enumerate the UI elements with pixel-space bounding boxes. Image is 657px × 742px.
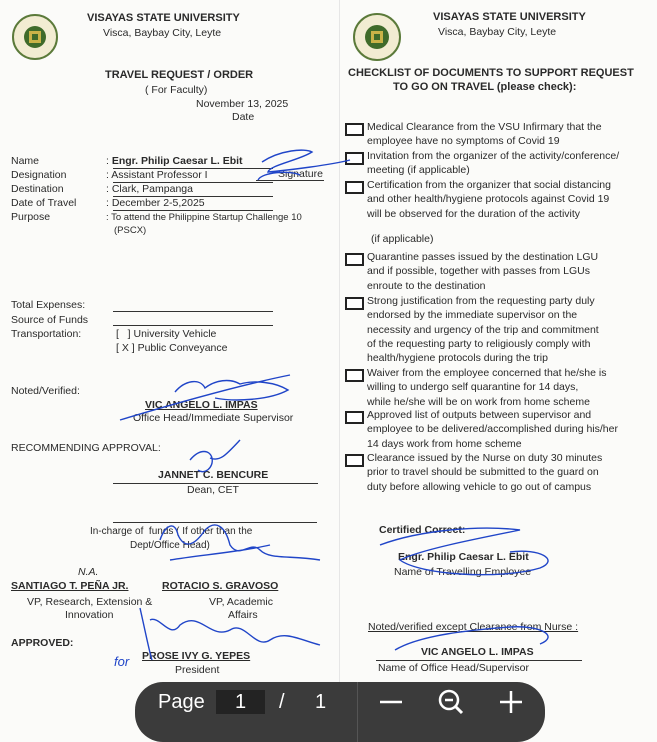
total-pages: 1 bbox=[315, 691, 327, 713]
zoom-out-button[interactable] bbox=[373, 684, 409, 720]
zoom-in-button[interactable] bbox=[493, 684, 529, 720]
president-title: President bbox=[175, 664, 220, 676]
dean-title: Dean, CET bbox=[187, 484, 239, 496]
vp-academic-title: VP, Academic bbox=[209, 596, 274, 608]
recommending-approval-label: RECOMMENDING APPROVAL: bbox=[11, 442, 161, 454]
dean-name: JANNET C. BENCURE bbox=[158, 469, 269, 481]
checklist-item-text: health/hygiene protocols during the trip bbox=[367, 352, 548, 365]
signature-label: Signature bbox=[278, 168, 323, 180]
na-label: N.A. bbox=[78, 566, 99, 578]
checklist-item-text: while he/she will be on work from home scheme bbox=[367, 395, 590, 408]
vp-research-name: SANTIAGO T. PEÑA JR. bbox=[11, 580, 129, 592]
if-applicable-note: (if applicable) bbox=[371, 233, 434, 245]
university-address-right: Visca, Baybay City, Leyte bbox=[438, 26, 557, 38]
transport-option-public-conveyance: [ X ] Public Conveyance bbox=[116, 342, 228, 354]
designation-value: Assistant Professor I bbox=[111, 169, 208, 181]
checklist-item-text: meeting (if applicable) bbox=[367, 164, 470, 177]
purpose-value-line2: (PSCX) bbox=[114, 225, 147, 236]
checklist-checkbox[interactable] bbox=[345, 181, 364, 194]
university-name: VISAYAS STATE UNIVERSITY bbox=[87, 12, 240, 24]
checklist-checkbox[interactable] bbox=[345, 411, 364, 424]
funds-incharge-label-2: Dept/Office Head) bbox=[130, 540, 210, 551]
checklist-checkbox[interactable] bbox=[345, 152, 364, 165]
checklist-checkbox[interactable] bbox=[345, 369, 364, 382]
vp-academic-name: ROTACIO S. GRAVOSO bbox=[162, 580, 279, 592]
checklist-item-text: and other health/hygiene protocols against Covid 19 bbox=[367, 193, 610, 206]
supervisor-name: VIC ANGELO L. IMPAS bbox=[145, 399, 258, 411]
checklist-item-text: and if possible, together with passes from LGUs bbox=[367, 265, 590, 278]
checklist-item-text: duty before allowing vehicle to go out of campus bbox=[367, 480, 592, 493]
university-address: Visca, Baybay City, Leyte bbox=[103, 27, 222, 39]
checklist-item-text: Waiver from the employee concerned that he/she is bbox=[367, 367, 607, 379]
checklist-item-text: necessity and urgency of the trip and commitment bbox=[367, 323, 599, 336]
approved-label: APPROVED: bbox=[11, 637, 74, 649]
supervisor-title: Office Head/Immediate Supervisor bbox=[133, 412, 294, 424]
checklist-item-text: enroute to the destination bbox=[367, 279, 486, 292]
checklist-item-text: Medical Clearance from the VSU Infirmary that the bbox=[367, 121, 602, 133]
vp-research-title: VP, Research, Extension & bbox=[27, 596, 153, 608]
page-label: Page bbox=[158, 691, 205, 713]
date-value: November 13, 2025 bbox=[196, 98, 289, 110]
university-seal-logo-right bbox=[352, 12, 402, 62]
university-name-right: VISAYAS STATE UNIVERSITY bbox=[433, 11, 586, 23]
date-label: Date bbox=[232, 111, 255, 123]
certified-correct-label: Certified Correct: bbox=[379, 524, 466, 536]
date-of-travel-value: December 2-5,2025 bbox=[111, 197, 205, 209]
page-number-input[interactable] bbox=[216, 690, 265, 714]
checklist-item-text: Quarantine passes issued by the destination LGU bbox=[367, 251, 599, 263]
form-title: TRAVEL REQUEST / ORDER bbox=[105, 69, 254, 81]
checklist-checkbox[interactable] bbox=[345, 454, 364, 467]
purpose-label: Purpose bbox=[11, 211, 51, 223]
toolbar-divider bbox=[357, 682, 358, 742]
president-name: PROSE IVY G. YEPES bbox=[142, 650, 251, 662]
checklist-item-text: endorsed by the immediate supervisor on the bbox=[367, 309, 578, 322]
name-value: Engr. Philip Caesar L. Ebit bbox=[111, 155, 243, 167]
checklist-item-text: 14 days work from home scheme bbox=[367, 437, 522, 450]
checklist-checkbox[interactable] bbox=[345, 253, 364, 266]
vp-academic-title-2: Affairs bbox=[228, 609, 258, 621]
name-label: Name bbox=[11, 155, 40, 167]
total-expenses-label: Total Expenses: bbox=[11, 299, 86, 311]
date-of-travel-label: Date of Travel bbox=[11, 197, 77, 209]
checklist-checkbox[interactable] bbox=[345, 123, 364, 136]
checklist-item-text: Clearance issued by the Nurse on duty 30 minutes bbox=[367, 452, 603, 464]
page-fold bbox=[339, 0, 340, 721]
supervisor-name-right: VIC ANGELO L. IMPAS bbox=[421, 646, 534, 658]
vp-research-title-2: Innovation bbox=[65, 609, 114, 621]
zoom-out-magnifier-icon bbox=[433, 684, 469, 720]
checklist-checkbox[interactable] bbox=[345, 297, 364, 310]
transport-option-university-vehicle: [ ] University Vehicle bbox=[116, 328, 217, 340]
supervisor-caption-right: Name of Office Head/Supervisor bbox=[378, 662, 529, 674]
funds-incharge-label: In-charge of funds ( If other than the bbox=[90, 526, 253, 537]
minus-icon bbox=[373, 684, 409, 720]
transportation-label: Transportation: bbox=[11, 328, 82, 340]
employee-caption: Name of Travelling Employee bbox=[394, 566, 532, 578]
fit-zoom-button[interactable] bbox=[433, 684, 469, 720]
noted-verified-label: Noted/Verified: bbox=[11, 385, 80, 397]
checklist-title: CHECKLIST OF DOCUMENTS TO SUPPORT REQUEST bbox=[348, 67, 634, 79]
plus-icon bbox=[493, 684, 529, 720]
page-separator: / bbox=[279, 691, 285, 713]
checklist-item-text: will be observed for the duration of the activity bbox=[367, 207, 581, 220]
checklist-title-2: TO GO ON TRAVEL (please check): bbox=[393, 81, 577, 93]
checklist-item-text: Invitation from the organizer of the activity/conference/ bbox=[367, 150, 620, 162]
destination-label: Destination bbox=[11, 183, 64, 195]
form-subtitle: ( For Faculty) bbox=[145, 84, 208, 96]
noted-except-label: Noted/verified except Clearance from Nurse : bbox=[368, 621, 579, 633]
checklist-item-text: Approved list of outputs between supervisor and bbox=[367, 409, 592, 421]
designation-label: Designation bbox=[11, 169, 67, 181]
checklist-item-text: employee to be delivered/accomplished during his/her bbox=[367, 423, 618, 436]
checklist-item-text: employee have no symptoms of Covid 19 bbox=[367, 135, 560, 148]
pdf-page-toolbar bbox=[135, 682, 545, 742]
source-of-funds-label: Source of Funds bbox=[11, 314, 89, 326]
employee-name: Engr. Philip Caesar L. Ebit bbox=[398, 551, 529, 563]
checklist-item-text: willing to undergo self quarantine for 14 days, bbox=[367, 381, 579, 394]
checklist-item-text: Strong justification from the requesting party duly bbox=[367, 295, 595, 307]
destination-value: Clark, Pampanga bbox=[111, 183, 193, 195]
checklist-item-text: of the requesting party to religiously comply with bbox=[367, 337, 591, 350]
checklist-item-text: prior to travel should be submitted to the guard on bbox=[367, 466, 599, 479]
university-seal-logo bbox=[12, 14, 58, 60]
checklist-item-text: Certification from the organizer that social distancing bbox=[367, 179, 611, 191]
for-annotation: for bbox=[114, 654, 130, 669]
purpose-value: To attend the Philippine Startup Challenge 10 bbox=[111, 212, 302, 223]
